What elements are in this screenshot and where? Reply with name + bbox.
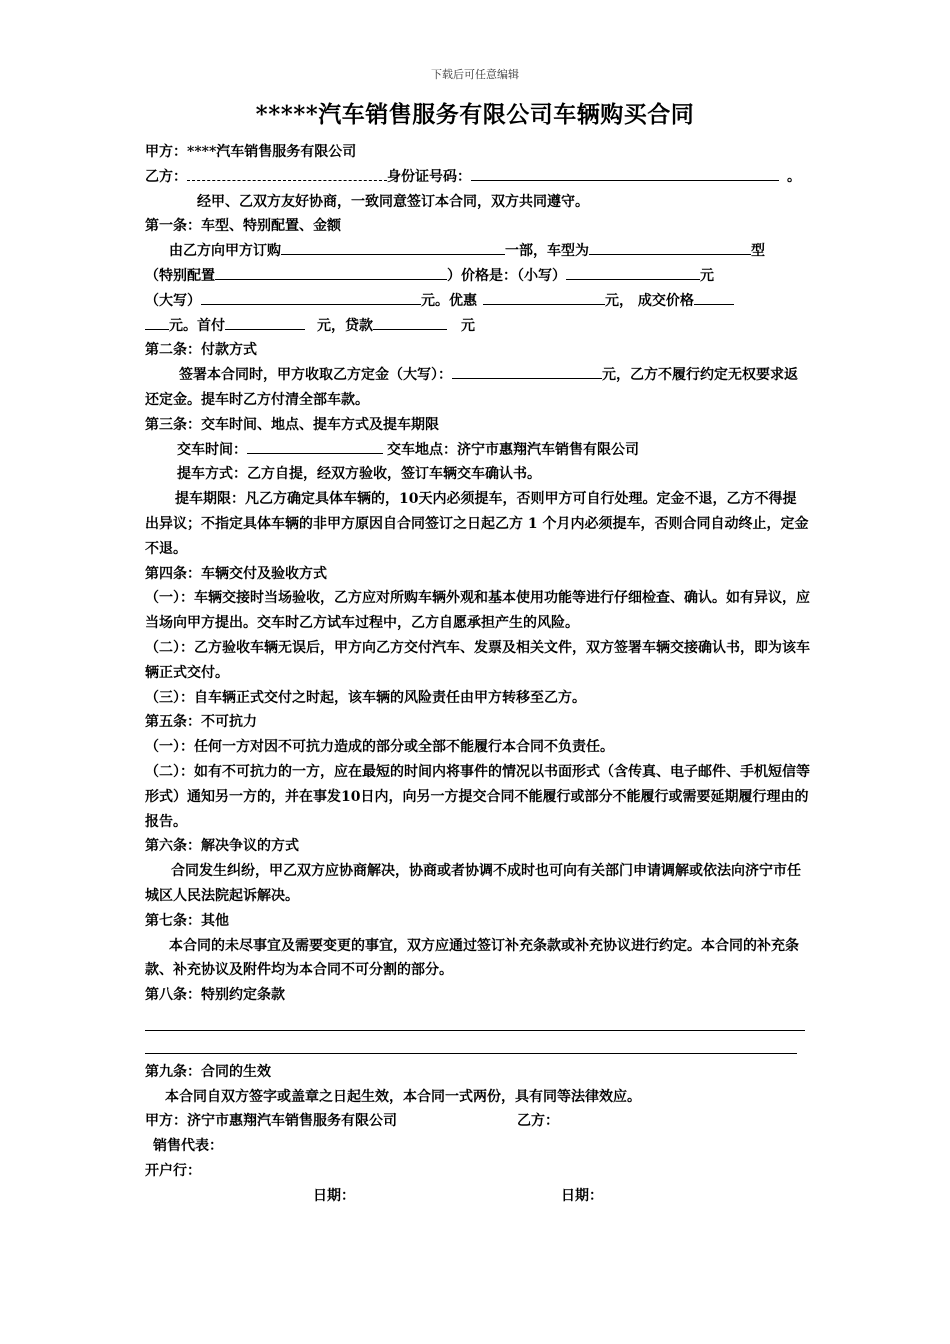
sign-party-b: 乙方：	[517, 1113, 559, 1130]
date-row	[145, 1184, 810, 1209]
contract-body	[145, 140, 810, 1209]
article-4-item-2: （二）：乙方验收车辆无误后，甲方向乙方交付汽车、发票及相关文件，双方签署车辆交接确认书，即为该车辆正式交付。	[145, 639, 810, 681]
article-1-line-3	[145, 289, 810, 314]
article-6-text: 合同发生纠纷，甲乙双方应协商解决，协商或者协调不成时也可向有关部门申请调解或依法向济宁市任城区人民法院起诉解决。	[145, 863, 801, 904]
article-1-heading: 第一条：车型、特别配置、金额	[145, 218, 341, 235]
article-8-heading: 第八条：特别约定条款	[145, 987, 285, 1004]
sales-rep: 销售代表：	[153, 1138, 223, 1155]
contract-title: *****汽车销售服务有限公司车辆购买合同	[255, 101, 695, 128]
sign-party-a: 甲方：济宁市惠翔汽车销售服务有限公司	[145, 1113, 397, 1130]
article-1-line-1	[145, 239, 810, 264]
article-2-text	[145, 363, 810, 413]
header-note: 下载后可任意编辑	[431, 68, 519, 81]
art1-down-label: 元。首付	[169, 317, 225, 334]
party-b-label: 乙方：	[145, 168, 187, 185]
id-end-mark: 。	[787, 168, 801, 185]
art2-text-a: 签署本合同时，甲方收取乙方定金（大写）：	[179, 367, 452, 384]
deal-price-field-cont[interactable]	[145, 314, 169, 330]
pickup-limit: 提车期限：凡乙方确定具体车辆的，10天内必须提车，否则甲方可自行处理。定金不退，乙方不得提出异议；不指定具体车辆的非甲方原因自合同签订之日起乙方 1 个月内必须提车，否则合同自动终止，定金不退。	[145, 491, 809, 557]
art1-config-label: （特别配置	[145, 267, 215, 284]
art1-yuan-1: 元	[700, 267, 714, 284]
price-lower-field[interactable]	[566, 264, 700, 280]
delivery-time-field[interactable]	[247, 438, 383, 454]
party-a-line: 甲方：****汽车销售服务有限公司	[145, 144, 357, 160]
art1-yuan-end: 元	[461, 317, 475, 334]
down-payment-field[interactable]	[225, 314, 305, 330]
art1-text-b: 一部，车型为	[505, 243, 589, 260]
delivery-place: 交车地点：济宁市惠翔汽车销售有限公司	[387, 441, 639, 458]
signature-row	[145, 1109, 810, 1134]
article-4-item-1: （一）：车辆交接时当场验收，乙方应对所购车辆外观和基本使用功能等进行仔细检查、确认。如有异议，应当场向甲方提出。交车时乙方试车过程中，乙方自愿承担产生的风险。	[145, 590, 810, 632]
intro-text: 经甲、乙双方友好协商，一致同意签订本合同，双方共同遵守。	[197, 193, 589, 210]
pickup-method: 提车方式：乙方自提，经双方验收，签订车辆交车确认书。	[177, 466, 541, 483]
id-number-field[interactable]	[471, 165, 779, 181]
art1-price-label: ）价格是：（小写）	[447, 267, 566, 284]
date-a: 日期：	[313, 1187, 355, 1204]
article-7-text: 本合同的未尽事宜及需要变更的事宜，双方应通过签订补充条款或补充协议进行约定。本合同的补充条款、补充协议及附件均为本合同不可分割的部分。	[145, 937, 799, 979]
art1-text-a: 由乙方向甲方订购	[169, 243, 281, 260]
party-b-name-field[interactable]	[187, 165, 387, 181]
car-model-field[interactable]	[589, 239, 751, 255]
discount-field[interactable]	[483, 289, 605, 305]
special-terms-line-2[interactable]	[145, 1031, 797, 1054]
bank-line: 开户行：	[145, 1163, 201, 1180]
article-4-item-3: （三）：自车辆正式交付之时起，该车辆的风险责任由甲方转移至乙方。	[145, 689, 586, 706]
id-label: 身份证号码：	[387, 168, 471, 185]
article-9-text: 本合同自双方签字或盖章之日起生效，本合同一式两份，具有同等法律效应。	[165, 1088, 641, 1105]
article-1-line-2	[145, 264, 810, 289]
art1-discount-label: 元。优惠	[421, 292, 477, 309]
article-7-heading: 第七条：其他	[145, 912, 229, 929]
article-9-heading: 第九条：合同的生效	[145, 1063, 271, 1080]
date-b: 日期：	[561, 1187, 603, 1204]
art1-text-c: 型	[751, 243, 765, 260]
special-config-field[interactable]	[215, 264, 447, 280]
art1-loan-label: 元，贷款	[317, 317, 373, 334]
price-upper-field[interactable]	[201, 289, 421, 305]
article-5-item-1: （一）：任何一方对因不可抗力造成的部分或全部不能履行本合同不负责任。	[145, 739, 614, 756]
article-4-heading: 第四条：车辆交付及验收方式	[145, 565, 327, 582]
art2-text-b: 元，乙方不履行约定无权要求返还定金。提车时乙方付清全部车款。	[145, 367, 798, 408]
article-2-heading: 第二条：付款方式	[145, 342, 257, 359]
delivery-time-label: 交车时间：	[177, 441, 247, 458]
article-3-heading: 第三条：交车时间、地点、提车方式及提车期限	[145, 416, 439, 433]
special-terms-line-1[interactable]	[145, 1008, 805, 1031]
order-quantity-field[interactable]	[281, 239, 505, 255]
delivery-time-line	[145, 438, 810, 463]
article-6-heading: 第六条：解决争议的方式	[145, 838, 299, 855]
party-b-line	[145, 165, 810, 190]
art1-deal-label: 元， 成交价格	[605, 292, 694, 309]
art1-upper-label: （大写）	[145, 292, 201, 309]
loan-field[interactable]	[373, 314, 447, 330]
article-5-item-2: （二）：如有不可抗力的一方，应在最短的时间内将事件的情况以书面形式（含传真、电子邮件、手机短信等形式）通知另一方的，并在事发10日内，向另一方提交合同不能履行或部分不能履行或需要延期履行理由的报告。	[145, 763, 810, 830]
deal-price-field[interactable]	[694, 289, 734, 305]
deposit-field[interactable]	[452, 363, 602, 379]
article-1-line-4	[145, 314, 810, 339]
article-5-heading: 第五条：不可抗力	[145, 714, 257, 731]
